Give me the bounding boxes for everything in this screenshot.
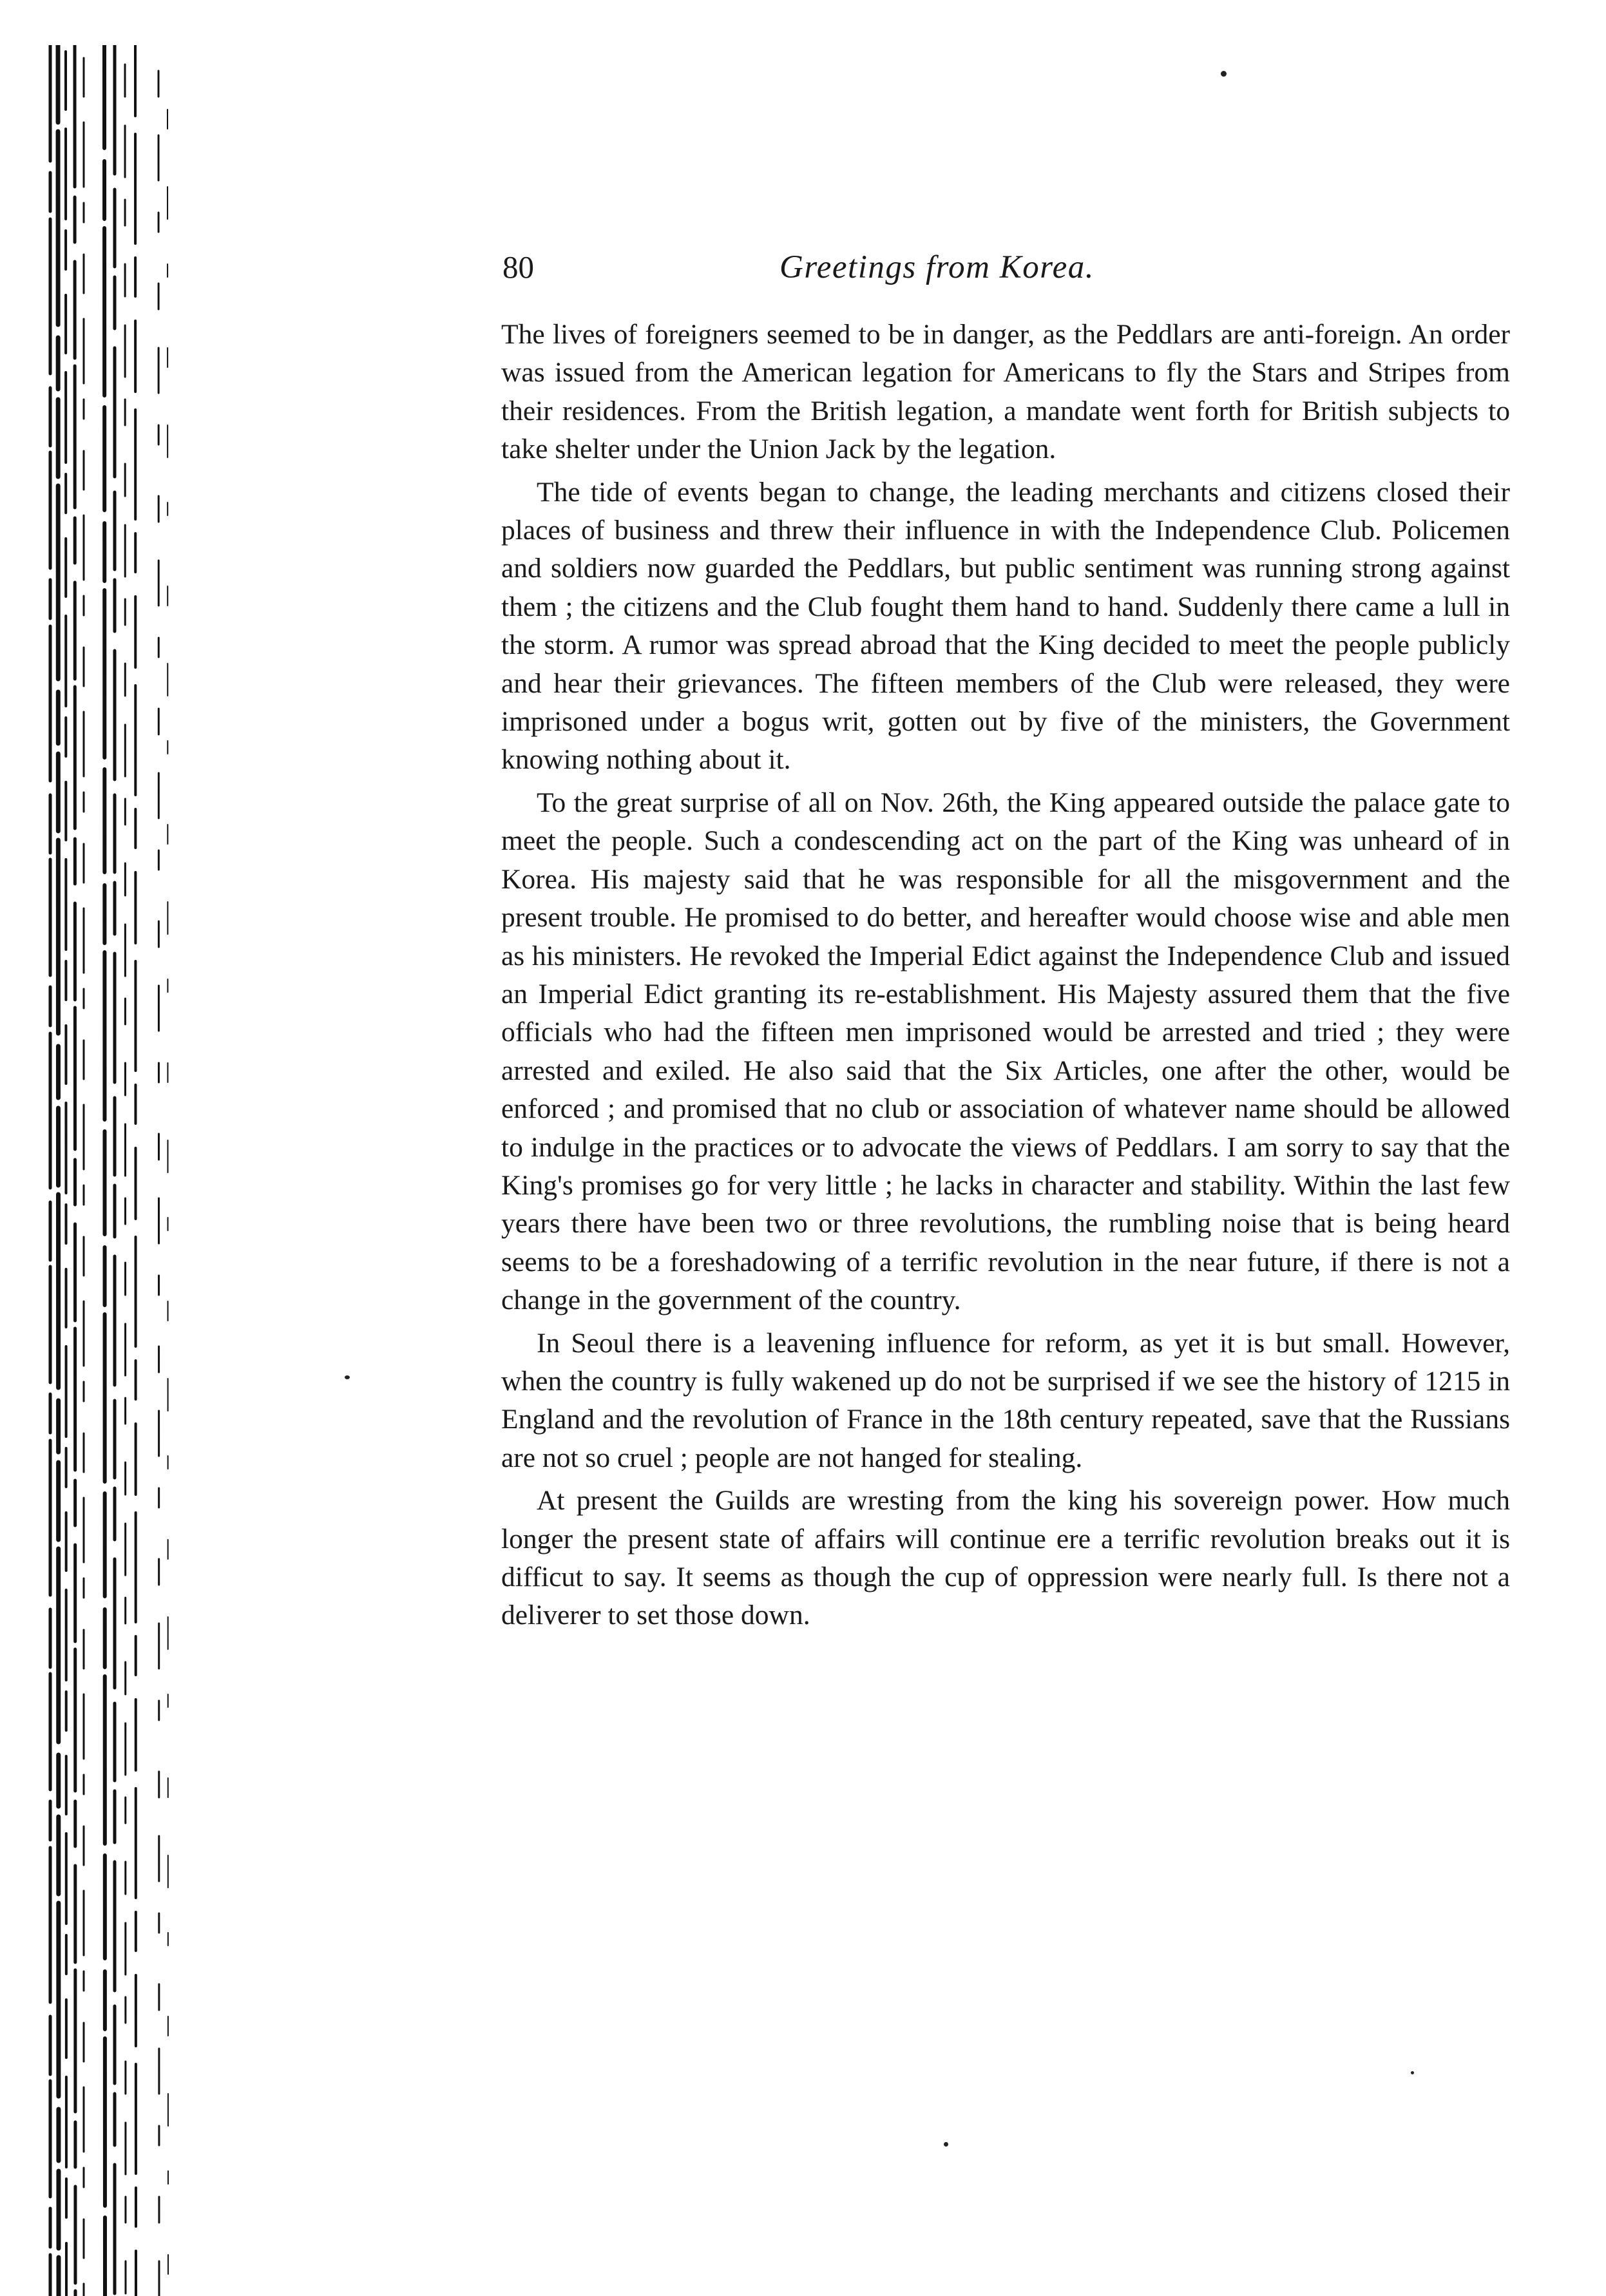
binding-gutter-shadow: [45, 45, 174, 2296]
scan-speck: [944, 2142, 948, 2147]
scan-speck: [1411, 2071, 1414, 2074]
paragraph: The lives of foreigners seemed to be in danger, as the Peddlars are anti-foreign. An order was issued from the American legation for Americans to fly the Stars and Stripes from their residences. From the British legation, a mandate went forth for British subjects to take shelter under the Union Jack by the legation.: [501, 319, 1510, 465]
paragraph: The tide of events began to change, the leading merchants and citizens closed their places of business and threw their influence in with the Independence Club. Policemen and soldiers now guarded the Peddlars, but public sentiment was running strong against them ; the citizens and the Club fought them hand to hand. Suddenly there came a lull in the storm. A rumor was spread abroad that the King decided to meet the people publicly and hear their grievances. The fifteen members of the Club were released, they were imprisoned under a bogus writ, gotten out by five of the ministers, the Government knowing nothing about it.: [501, 476, 1510, 776]
scan-speck: [345, 1375, 350, 1379]
body-text: [501, 316, 1510, 1635]
paragraph: At present the Guilds are wresting from the king his sovereign power. How much longer the present state of affairs will continue ere a terrific revolution breaks out it is difficut to say. It seems as though the cup of oppression were nearly full. Is there not a deliverer to set those down.: [501, 1485, 1510, 1631]
paragraph: To the great surprise of all on Nov. 26th, the King appeared outside the palace gate to meet the people. Such a condescending act on the part of the King was unheard of in Korea. His majesty said that he was responsible for all the misgovernment and the present trouble. He promised to do better, and hereafter would choose wise and able men as his ministers. He revoked the Imperial Edict against the Independence Club and issued an Imperial Edict granting its re-establishment. His Majesty assured them that the five officials who had the fifteen men imprisoned would be arrested and tried ; they were arrested and exiled. He also said that the Six Articles, one after the other, would be enforced ; and promised that no club or association of whatever name should be allowed to indulge in the practices or to advocate the views of Peddlars. I am sorry to say that the King's promises go for very little ; he lacks in character and stability. Within the last few years there have been two or three revolutions, the rumbling noise that is being heard seems to be a foreshadowing of a terrific revolution in the near future, if there is not a change in the government of the country.: [501, 787, 1510, 1316]
paragraph: In Seoul there is a leavening influence for reform, as yet it is but small. However, when the country is fully wakened up do not be surprised if we see the history of 1215 in England and the revolution of France in the 18th century repeated, save that the Russians are not so cruel ; people are not hanged for stealing.: [501, 1327, 1510, 1473]
scan-speck: [1221, 71, 1227, 77]
page-number: 80: [502, 249, 534, 285]
page-header: [502, 248, 1507, 287]
running-title: Greetings from Korea.: [779, 249, 1095, 285]
